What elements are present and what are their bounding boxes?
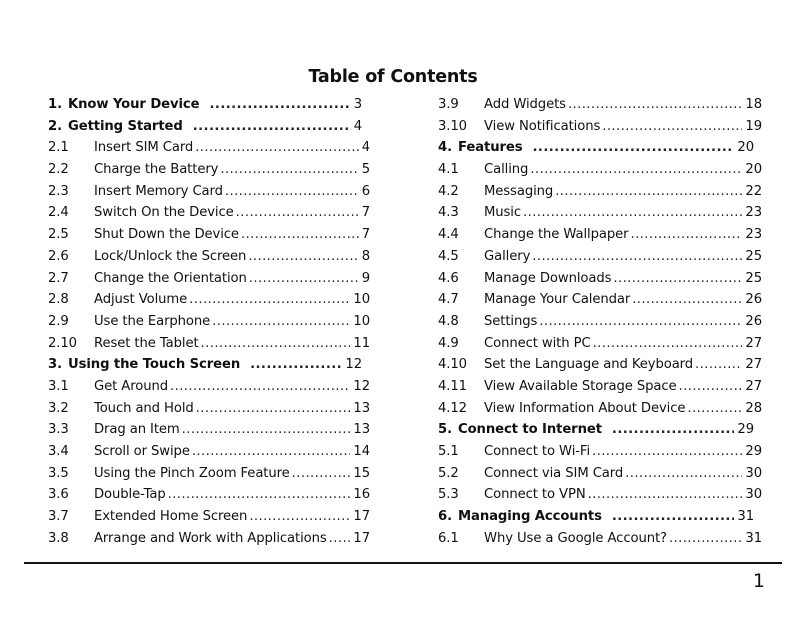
toc-entry-number: 5.1 xyxy=(438,444,459,459)
dot-leader xyxy=(612,422,734,437)
toc-entry-page: 13 xyxy=(353,400,370,416)
toc-entry-page: 25 xyxy=(745,270,762,286)
toc-entry[interactable] xyxy=(48,379,370,401)
toc-entry-page: 11 xyxy=(353,335,370,351)
toc-entry-page: 27 xyxy=(745,378,762,394)
toc-entry[interactable] xyxy=(438,249,762,271)
toc-entry-title: Drag an Item xyxy=(94,422,180,438)
toc-entry-page: 20 xyxy=(745,162,762,178)
toc-entry-number: 4.11 xyxy=(438,378,467,394)
toc-entry[interactable] xyxy=(48,271,370,293)
dot-leader xyxy=(630,227,742,242)
toc-entry-page: 4 xyxy=(361,140,370,156)
dot-leader xyxy=(182,422,351,437)
dot-leader xyxy=(329,531,351,546)
toc-entry-page: 8 xyxy=(361,248,370,264)
toc-entry[interactable] xyxy=(438,336,762,358)
toc-entry[interactable] xyxy=(48,336,370,358)
toc-entry-title: Use the Earphone xyxy=(94,313,211,329)
toc-entry[interactable] xyxy=(438,292,762,314)
toc-entry[interactable] xyxy=(438,271,762,293)
toc-entry-title: Change the Wallpaper xyxy=(484,227,629,243)
toc-entry[interactable] xyxy=(48,292,370,314)
toc-entry-page: 26 xyxy=(745,292,762,308)
toc-entry-number: 2.3 xyxy=(48,183,69,199)
toc-entry-number: 3.6 xyxy=(48,487,69,503)
toc-entry-title: Using the Touch Screen xyxy=(68,357,241,373)
dot-leader xyxy=(193,119,351,134)
toc-entry-number: 2.8 xyxy=(48,292,69,308)
toc-entry-number: 3.2 xyxy=(48,400,69,416)
toc-entry-title: Double-Tap xyxy=(94,487,166,503)
toc-entry-number: 4.9 xyxy=(438,335,459,351)
toc-entry-title: Reset the Tablet xyxy=(94,335,199,351)
toc-entry-page: 25 xyxy=(745,248,762,264)
toc-entry[interactable] xyxy=(438,357,762,379)
toc-entry-page: 14 xyxy=(353,444,370,459)
toc-entry-title: Set the Language and Keyboard xyxy=(484,357,694,373)
toc-entry-title: View Information About Device xyxy=(484,400,686,416)
toc-entry-title: Using the Pinch Zoom Feature xyxy=(94,465,290,481)
toc-entry-number: 5.2 xyxy=(438,465,459,481)
toc-entry-title: Connect to Wi-Fi xyxy=(484,444,591,459)
toc-entry-title: Charge the Battery xyxy=(94,162,219,178)
toc-entry-title: Insert Memory Card xyxy=(94,183,223,199)
toc-entry-title: Managing Accounts xyxy=(458,509,602,525)
toc-entry-number: 4.10 xyxy=(438,357,467,373)
toc-chapter-entry[interactable] xyxy=(438,140,762,162)
dot-leader xyxy=(170,379,350,394)
dot-leader xyxy=(632,292,742,307)
toc-entry-title: Connect with PC xyxy=(484,335,591,351)
dot-leader xyxy=(241,227,359,242)
dot-leader xyxy=(555,184,742,199)
dot-leader xyxy=(533,140,735,155)
toc-right-column xyxy=(438,97,762,552)
dot-leader xyxy=(196,401,351,416)
dot-leader xyxy=(625,466,742,481)
toc-entry-number: 4. xyxy=(438,140,452,156)
toc-entry[interactable] xyxy=(48,509,370,531)
toc-entry-title: Touch and Hold xyxy=(94,400,194,416)
toc-entry-title: Adjust Volume xyxy=(94,292,188,308)
toc-entry-page: 23 xyxy=(745,205,762,221)
dot-leader xyxy=(669,531,742,546)
dot-leader xyxy=(225,184,359,199)
toc-entry-title: Connect to VPN xyxy=(484,487,586,503)
toc-entry-page: 6 xyxy=(361,183,370,199)
toc-chapter-entry[interactable] xyxy=(48,119,370,141)
toc-entry[interactable] xyxy=(438,205,762,227)
toc-entry-page: 20 xyxy=(737,140,754,156)
dot-leader xyxy=(212,314,350,329)
toc-entry-page: 17 xyxy=(353,530,370,546)
dot-leader xyxy=(292,466,351,481)
dot-leader xyxy=(588,487,743,502)
toc-entry[interactable] xyxy=(48,249,370,271)
toc-entry-number: 6.1 xyxy=(438,530,459,546)
toc-entry[interactable] xyxy=(438,184,762,206)
toc-entry[interactable] xyxy=(438,401,762,423)
toc-entry-page: 10 xyxy=(353,313,370,329)
toc-entry[interactable] xyxy=(438,97,762,119)
toc-entry-number: 1. xyxy=(48,97,62,112)
toc-entry-page: 5 xyxy=(361,162,370,178)
toc-entry-page: 3 xyxy=(353,97,362,112)
dot-leader xyxy=(189,292,350,307)
toc-chapter-entry[interactable] xyxy=(438,422,762,444)
toc-entry-page: 30 xyxy=(745,487,762,503)
dot-leader xyxy=(250,357,342,372)
toc-entry-number: 4.6 xyxy=(438,270,459,286)
toc-entry-title: Connect via SIM Card xyxy=(484,465,624,481)
toc-entry[interactable] xyxy=(48,401,370,423)
toc-entry-title: Why Use a Google Account? xyxy=(484,530,667,546)
toc-entry-title: Manage Your Calendar xyxy=(484,292,631,308)
page-number: 1 xyxy=(752,570,765,592)
dot-leader xyxy=(592,444,742,459)
toc-chapter-entry[interactable] xyxy=(438,509,762,531)
toc-entry-page: 30 xyxy=(745,465,762,481)
toc-entry-title: Arrange and Work with Applications xyxy=(94,530,327,546)
toc-entry-title: Messaging xyxy=(484,183,554,199)
toc-entry-number: 2. xyxy=(48,118,62,134)
toc-entry-number: 3. xyxy=(48,357,62,373)
dot-leader xyxy=(530,162,742,177)
toc-entry-page: 7 xyxy=(361,205,370,221)
toc-entry-page: 7 xyxy=(361,227,370,243)
toc-entry-page: 19 xyxy=(745,118,762,134)
toc-entry-number: 3.3 xyxy=(48,422,69,438)
toc-entry[interactable] xyxy=(438,162,762,184)
toc-entry-title: Extended Home Screen xyxy=(94,509,248,525)
toc-entry-number: 5. xyxy=(438,422,452,438)
toc-entry-page: 4 xyxy=(353,118,362,134)
toc-entry[interactable] xyxy=(48,205,370,227)
toc-entry[interactable] xyxy=(48,444,370,466)
toc-entry-title: Manage Downloads xyxy=(484,270,612,286)
toc-entry-number: 4.4 xyxy=(438,227,459,243)
toc-entry-number: 4.3 xyxy=(438,205,459,221)
dot-leader xyxy=(593,336,743,351)
toc-entry-page: 13 xyxy=(353,422,370,438)
toc-entry-title: Gallery xyxy=(484,248,531,264)
dot-leader xyxy=(613,271,742,286)
toc-entry-number: 4.8 xyxy=(438,313,459,329)
toc-entry-page: 12 xyxy=(345,357,362,373)
toc-entry[interactable] xyxy=(48,184,370,206)
toc-entry-page: 23 xyxy=(745,227,762,243)
toc-entry-number: 2.4 xyxy=(48,205,69,221)
toc-entry-number: 2.5 xyxy=(48,227,69,243)
toc-entry-page: 22 xyxy=(745,183,762,199)
toc-entry-number: 4.12 xyxy=(438,400,467,416)
toc-entry-number: 2.1 xyxy=(48,140,69,156)
footer-rule xyxy=(24,562,782,564)
toc-entry-page: 29 xyxy=(737,422,754,438)
toc-entry-number: 4.5 xyxy=(438,248,459,264)
toc-entry-number: 2.9 xyxy=(48,313,69,329)
toc-entry[interactable] xyxy=(438,531,762,553)
toc-entry-number: 3.9 xyxy=(438,97,459,112)
toc-entry-title: Calling xyxy=(484,162,529,178)
toc-entry[interactable] xyxy=(438,379,762,401)
toc-entry-number: 3.10 xyxy=(438,118,467,134)
toc-entry-page: 16 xyxy=(353,487,370,503)
dot-leader xyxy=(532,249,742,264)
toc-left-column xyxy=(48,97,370,552)
toc-entry-page: 31 xyxy=(737,509,754,525)
page-title: Table of Contents xyxy=(308,67,478,87)
dot-leader xyxy=(523,205,742,220)
toc-entry-title: Know Your Device xyxy=(68,97,200,112)
toc-entry-number: 4.2 xyxy=(438,183,459,199)
dot-leader xyxy=(695,357,742,372)
toc-entry-page: 27 xyxy=(745,335,762,351)
toc-entry-page: 10 xyxy=(353,292,370,308)
toc-entry-page: 29 xyxy=(745,444,762,459)
toc-entry-title: View Available Storage Space xyxy=(484,378,677,394)
toc-entry-title: Shut Down the Device xyxy=(94,227,239,243)
toc-entry[interactable] xyxy=(48,314,370,336)
toc-entry-page: 18 xyxy=(745,97,762,112)
toc-entry[interactable] xyxy=(438,314,762,336)
toc-entry-page: 26 xyxy=(745,313,762,329)
toc-entry-number: 3.4 xyxy=(48,444,69,459)
dot-leader xyxy=(612,509,735,524)
toc-entry[interactable] xyxy=(438,466,762,488)
toc-entry-page: 15 xyxy=(353,465,370,481)
toc-chapter-entry[interactable] xyxy=(48,357,370,379)
toc-entry[interactable] xyxy=(438,444,762,466)
toc-entry-number: 4.1 xyxy=(438,162,459,178)
toc-entry-title: Features xyxy=(458,140,523,156)
toc-entry-title: Connect to Internet xyxy=(458,422,602,438)
toc-entry-title: Add Widgets xyxy=(484,97,566,112)
toc-entry-title: Getting Started xyxy=(68,118,183,134)
toc-entry-title: Insert SIM Card xyxy=(94,140,194,156)
toc-entry[interactable] xyxy=(48,140,370,162)
toc-entry[interactable] xyxy=(438,227,762,249)
dot-leader xyxy=(195,140,359,155)
toc-entry-title: Change the Orientation xyxy=(94,270,247,286)
dot-leader xyxy=(201,336,351,351)
dot-leader xyxy=(249,509,350,524)
toc-entry[interactable] xyxy=(438,119,762,141)
toc-entry-page: 12 xyxy=(353,378,370,394)
dot-leader xyxy=(602,119,742,134)
toc-entry-number: 2.6 xyxy=(48,248,69,264)
toc-entry-page: 27 xyxy=(745,357,762,373)
toc-entry-number: 2.7 xyxy=(48,270,69,286)
dot-leader xyxy=(168,487,351,502)
toc-entry-number: 3.8 xyxy=(48,530,69,546)
dot-leader xyxy=(568,97,742,112)
dot-leader xyxy=(687,401,742,416)
toc-entry[interactable] xyxy=(48,531,370,553)
dot-leader xyxy=(248,249,358,264)
dot-leader xyxy=(539,314,742,329)
dot-leader xyxy=(220,162,358,177)
toc-entry[interactable] xyxy=(48,466,370,488)
toc-entry-title: View Notifications xyxy=(484,118,601,134)
toc-entry-number: 3.1 xyxy=(48,378,69,394)
toc-chapter-entry[interactable] xyxy=(48,97,370,119)
toc-entry-title: Switch On the Device xyxy=(94,205,234,221)
dot-leader xyxy=(210,97,351,112)
toc-entry-number: 2.2 xyxy=(48,162,69,178)
toc-entry-title: Settings xyxy=(484,313,538,329)
toc-entry[interactable] xyxy=(48,487,370,509)
toc-entry-number: 2.10 xyxy=(48,335,77,351)
dot-leader xyxy=(249,271,359,286)
toc-entry-page: 17 xyxy=(353,509,370,525)
toc-entry-title: Music xyxy=(484,205,522,221)
toc-entry-page: 31 xyxy=(745,530,762,546)
toc-entry-title: Scroll or Swipe xyxy=(94,444,190,459)
dot-leader xyxy=(192,444,351,459)
toc-entry[interactable] xyxy=(48,162,370,184)
toc-entry[interactable] xyxy=(438,487,762,509)
toc-entry[interactable] xyxy=(48,422,370,444)
toc-entry[interactable] xyxy=(48,227,370,249)
toc-entry-number: 6. xyxy=(438,509,452,525)
dot-leader xyxy=(236,205,359,220)
toc-entry-number: 4.7 xyxy=(438,292,459,308)
toc-entry-page: 28 xyxy=(745,400,762,416)
toc-entry-number: 3.5 xyxy=(48,465,69,481)
dot-leader xyxy=(679,379,743,394)
toc-entry-number: 3.7 xyxy=(48,509,69,525)
toc-entry-title: Get Around xyxy=(94,378,169,394)
toc-entry-title: Lock/Unlock the Screen xyxy=(94,248,247,264)
toc-entry-number: 5.3 xyxy=(438,487,459,503)
toc-entry-page: 9 xyxy=(361,270,370,286)
